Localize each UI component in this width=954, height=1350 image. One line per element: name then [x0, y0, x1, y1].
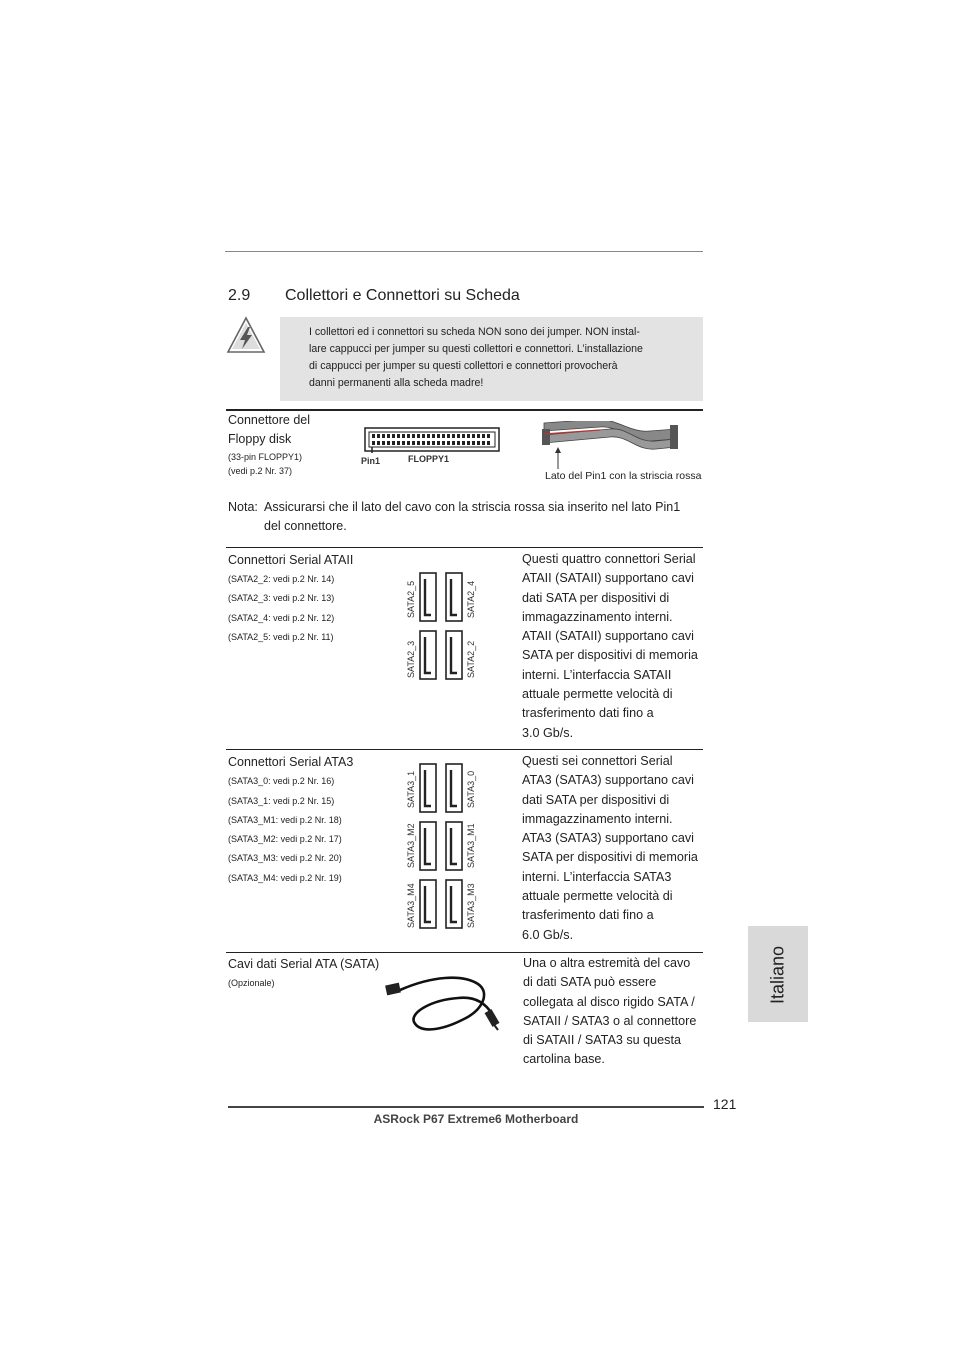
sata3-desc-line: dati SATA per dispositivi di	[522, 792, 670, 807]
sata2-description	[522, 550, 698, 743]
sata2-port-label: SATA2_5	[406, 580, 416, 618]
sata2-desc-line: attuale permette velocità di	[522, 687, 673, 702]
sata2-port-label: SATA2_4	[466, 580, 476, 618]
sata2-desc-line: trasferimento dati fino a	[522, 706, 654, 721]
warning-line: danni permanenti alla scheda madre!	[309, 377, 484, 389]
sata3-ref: (SATA3_M2: vedi p.2 Nr. 17)	[228, 834, 342, 844]
warning-text	[309, 324, 659, 392]
cable-title: Cavi dati Serial ATA (SATA)	[228, 957, 380, 971]
sata2-port-label: SATA2_2	[466, 640, 476, 678]
sata3-port-label: SATA3_M2	[406, 823, 416, 868]
sata-cable-image	[382, 970, 508, 1036]
sata2-connector-diagram	[418, 571, 464, 683]
sata2-desc-line: interni. L’interfaccia SATAII	[522, 667, 672, 682]
floppy-cable-image	[540, 421, 680, 471]
sata3-desc-line: immagazzinamento interni.	[522, 811, 673, 826]
sata3-desc-line: attuale permette velocità di	[522, 889, 673, 904]
sata2-ref: (SATA2_5: vedi p.2 Nr. 11)	[228, 632, 334, 642]
floppy-title-2: Floppy disk	[228, 432, 292, 446]
sata2-desc-line: Questi quattro connettori Serial	[522, 552, 696, 566]
sata3-ref: (SATA3_0: vedi p.2 Nr. 16)	[228, 776, 335, 786]
sata3-desc-line: interni. L’interfaccia SATA3	[522, 869, 672, 884]
note-label: Nota:	[228, 500, 258, 514]
sata3-desc-line: 6.0 Gb/s.	[522, 927, 574, 942]
cable-desc-line: di SATAII / SATA3 su questa	[523, 1033, 681, 1048]
sata3-title: Connettori Serial ATA3	[228, 755, 354, 769]
floppy-ref-1: (33-pin FLOPPY1)	[228, 452, 303, 462]
sata2-ref: (SATA2_2: vedi p.2 Nr. 14)	[228, 574, 335, 584]
sata2-desc-line: 3.0 Gb/s.	[522, 725, 574, 740]
footer-text: ASRock P67 Extreme6 Motherboard	[373, 1112, 579, 1126]
warning-triangle-icon	[226, 316, 266, 354]
warning-line: di cappucci per jumper su questi collettori e connettori provocherà	[309, 360, 618, 372]
sata3-connector-diagram	[418, 762, 464, 930]
sata2-rule	[226, 547, 703, 548]
sata2-desc-line: ATAII (SATAII) supportano cavi	[522, 629, 694, 644]
sata2-desc-line: SATA per dispositivi di memoria	[522, 648, 698, 663]
cable-rule	[226, 952, 703, 953]
language-tab-label: Italiano	[767, 945, 788, 1005]
sata3-desc-line: ATA3 (SATA3) supportano cavi	[522, 831, 694, 846]
floppy-header-diagram	[364, 427, 502, 453]
footer-rule	[228, 1106, 704, 1108]
sata3-rule	[226, 749, 703, 750]
cable-desc-line: collegata al disco rigido SATA /	[523, 994, 695, 1009]
sata2-title: Connettori Serial ATAII	[228, 553, 354, 567]
sata3-desc-line: trasferimento dati fino a	[522, 908, 654, 923]
sata3-desc-line: ATA3 (SATA3) supportano cavi	[522, 773, 694, 788]
sata3-port-label: SATA3_1	[406, 770, 416, 808]
cable-description	[523, 954, 696, 1070]
sata2-desc-line: ATAII (SATAII) supportano cavi	[522, 571, 694, 586]
sata3-description	[522, 752, 698, 945]
sata2-ref: (SATA2_3: vedi p.2 Nr. 13)	[228, 593, 335, 603]
floppy-cable-caption: Lato del Pin1 con la striscia rossa	[545, 470, 702, 482]
sata2-port-label: SATA2_3	[406, 640, 416, 678]
floppy1-label: FLOPPY1	[408, 454, 450, 464]
sata3-port-label: SATA3_M1	[466, 823, 476, 868]
sata3-ref: (SATA3_M4: vedi p.2 Nr. 19)	[228, 873, 342, 883]
sata3-port-label: SATA3_0	[466, 770, 476, 808]
warning-line: I collettori ed i connettori su scheda NON sono dei jumper. NON instal-	[309, 326, 640, 338]
warning-line: lare cappucci per jumper su questi collettori e connettori. L’installazione	[309, 343, 643, 355]
sata3-ref: (SATA3_M1: vedi p.2 Nr. 18)	[228, 815, 342, 825]
floppy-title-1: Connettore del	[228, 413, 311, 427]
sata3-desc-line: Questi sei connettori Serial	[522, 754, 673, 768]
sata2-ref: (SATA2_4: vedi p.2 Nr. 12)	[228, 613, 335, 623]
cable-desc-line: SATAII / SATA3 o al connettore	[523, 1013, 697, 1028]
sata3-ref: (SATA3_1: vedi p.2 Nr. 15)	[228, 796, 335, 806]
sata3-port-label: SATA3_M3	[466, 883, 476, 928]
cable-desc-line: di dati SATA può essere	[523, 975, 657, 990]
floppy-rule	[226, 409, 703, 411]
sata3-port-label: SATA3_M4	[406, 883, 416, 928]
cable-desc-line: Una o altra estremità del cavo	[523, 956, 691, 970]
cable-desc-line: cartolina base.	[523, 1052, 605, 1067]
sata2-desc-line: immagazzinamento interni.	[522, 609, 673, 624]
top-rule	[225, 251, 703, 252]
section-number: 2.9	[228, 287, 251, 304]
note-line-1: Assicurarsi che il lato del cavo con la striscia rossa sia inserito nel lato Pin1	[264, 500, 681, 514]
sata3-ref: (SATA3_M3: vedi p.2 Nr. 20)	[228, 853, 342, 863]
sata2-desc-line: dati SATA per dispositivi di	[522, 590, 670, 605]
sata3-desc-line: SATA per dispositivi di memoria	[522, 850, 698, 865]
note-line-2: del connettore.	[264, 519, 347, 533]
section-title: Collettori e Connettori su Scheda	[285, 287, 520, 304]
page-number: 121	[713, 1096, 737, 1112]
pin1-label: Pin1	[361, 456, 381, 466]
cable-ref: (Opzionale)	[228, 978, 275, 988]
floppy-ref-2: (vedi p.2 Nr. 37)	[228, 466, 293, 476]
